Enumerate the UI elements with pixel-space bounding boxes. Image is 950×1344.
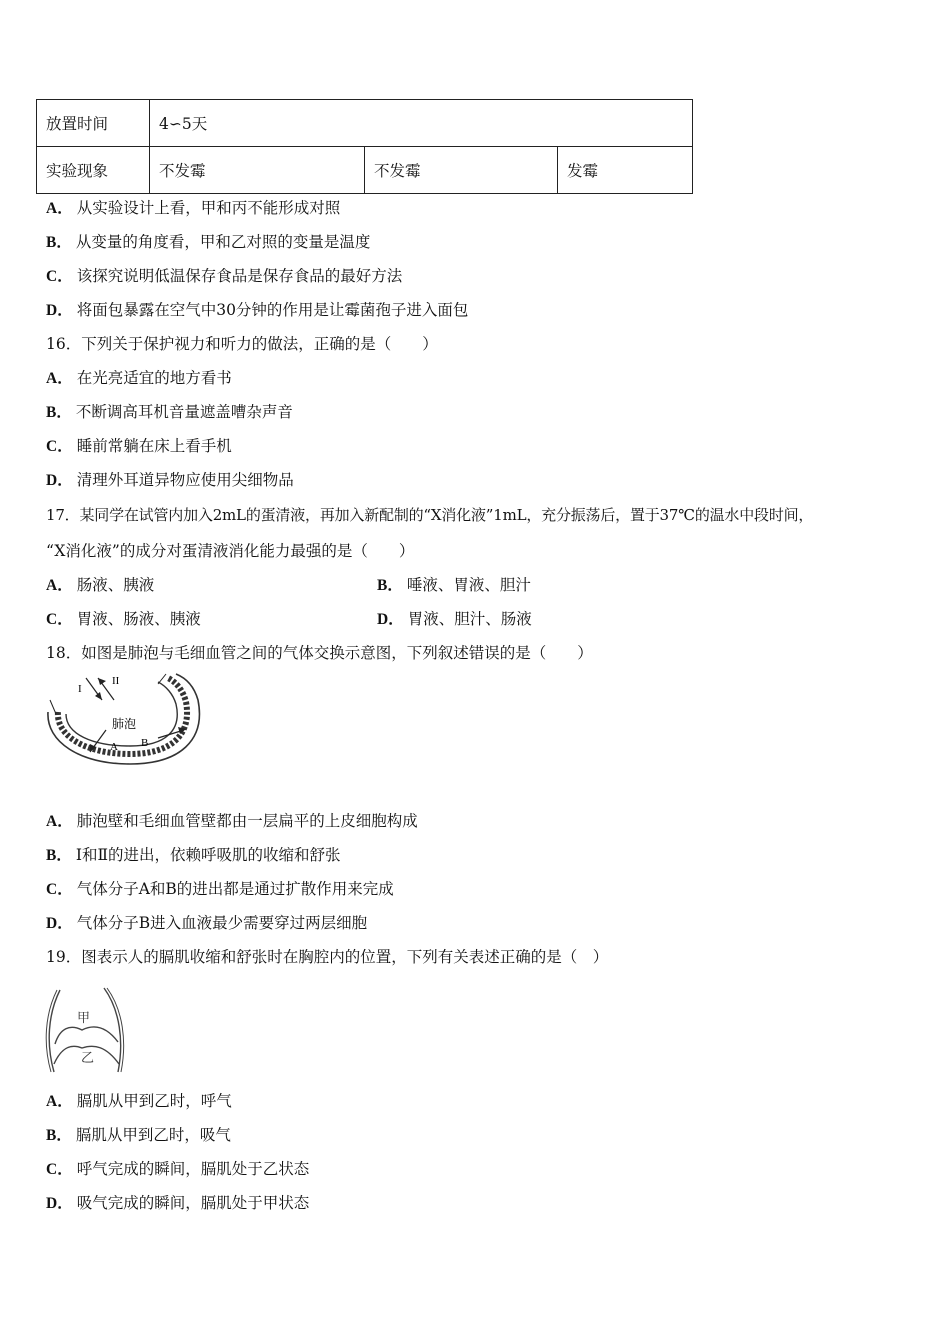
option-letter: C．	[46, 438, 73, 455]
option-text: 唾液、胃液、胆汁	[406, 576, 531, 594]
option-letter: C．	[46, 881, 73, 898]
option-text: 呼气完成的瞬间，膈肌处于乙状态	[76, 1160, 310, 1178]
option-letter: D．	[46, 915, 73, 932]
option-letter: B．	[46, 847, 72, 864]
option-letter: D．	[46, 472, 73, 489]
q17-stem-line1: 17．某同学在试管内加入2mL的蛋清液，再加入新配制的“X消化液”1mL，充分振荡后，置于37℃的温水中段时间，	[46, 506, 814, 524]
option-letter: D．	[46, 302, 73, 319]
option-letter: A．	[46, 813, 73, 830]
alveolus-capillary-figure	[40, 672, 210, 772]
q16-option-b	[46, 402, 293, 423]
chest-wall-left	[49, 990, 60, 1072]
option-text: 从实验设计上看，甲和丙不能形成对照	[76, 199, 341, 217]
option-text: 气体分子B进入血液最少需要穿过两层细胞	[76, 914, 368, 932]
q15-option-a	[46, 198, 340, 219]
q17-option-b	[377, 575, 531, 596]
option-text: 从变量的角度看，甲和乙对照的变量是温度	[75, 233, 371, 251]
experiment-table	[36, 99, 693, 194]
option-letter: B．	[46, 234, 72, 251]
q19-stem: 19．图表示人的膈肌收缩和舒张时在胸腔内的位置，下列有关表述正确的是（ ）	[46, 948, 609, 966]
option-letter: B．	[46, 1127, 72, 1144]
q18-stem: 18．如图是肺泡与毛细血管之间的气体交换示意图，下列叙述错误的是（ ）	[46, 644, 593, 662]
option-letter: A．	[46, 1093, 73, 1110]
diaphragm-figure	[44, 984, 134, 1076]
option-text: 肺泡壁和毛细血管壁都由一层扁平的上皮细胞构成	[76, 812, 418, 830]
q16-option-d	[46, 470, 294, 491]
q16-option-c	[46, 436, 232, 457]
label-B: B	[141, 737, 149, 749]
option-text: 该探究说明低温保存食品是保存食品的最好方法	[76, 267, 403, 285]
option-text: 气体分子A和B的进出都是通过扩散作用来完成	[76, 880, 394, 898]
q17-option-d	[377, 609, 532, 630]
option-letter: C．	[46, 611, 73, 628]
option-text: 将面包暴露在空气中30分钟的作用是让霉菌孢子进入面包	[76, 301, 469, 319]
table-row	[37, 100, 693, 147]
label-yi: 乙	[81, 1051, 95, 1066]
q19-option-b	[46, 1125, 231, 1146]
q19-option-d	[46, 1193, 309, 1214]
table-cell-label: 放置时间	[37, 100, 150, 147]
q19-option-a	[46, 1091, 232, 1112]
option-text: 清理外耳道异物应使用尖细物品	[76, 471, 294, 489]
flow-arrow-right	[158, 674, 166, 684]
q15-option-d	[46, 300, 468, 321]
label-A: A	[110, 741, 118, 753]
q18-option-d	[46, 913, 367, 934]
label-jia: 甲	[77, 1011, 91, 1026]
q18-option-a	[46, 811, 418, 832]
q17-option-a	[46, 575, 154, 596]
option-text: 吸气完成的瞬间，膈肌处于甲状态	[76, 1194, 310, 1212]
option-text: 肠液、胰液	[76, 576, 155, 594]
table-cell-value: 不发霉	[150, 147, 365, 194]
arrowhead-I	[95, 692, 102, 700]
q15-option-b	[46, 232, 370, 253]
option-letter: A．	[46, 200, 73, 217]
option-text: 在光亮适宜的地方看书	[76, 369, 232, 387]
label-II: II	[112, 675, 120, 687]
option-text: 膈肌从甲到乙时，吸气	[75, 1126, 231, 1144]
option-text: 不断调高耳机音量遮盖嘈杂声音	[75, 403, 293, 421]
table-cell-value: 4∽5天	[150, 100, 693, 147]
table-row	[37, 147, 693, 194]
label-I: I	[78, 683, 82, 695]
option-letter: A．	[46, 370, 73, 387]
option-text: 睡前常躺在床上看手机	[76, 437, 232, 455]
diaphragm-jia	[55, 1027, 118, 1044]
q16-option-a	[46, 368, 232, 389]
table-cell-label: 实验现象	[37, 147, 150, 194]
option-letter: C．	[46, 1161, 73, 1178]
option-text: 胃液、肠液、胰液	[76, 610, 201, 628]
option-letter: D．	[377, 611, 404, 628]
q18-option-b	[46, 845, 341, 866]
q16-stem: 16．下列关于保护视力和听力的做法，正确的是（ ）	[46, 335, 438, 353]
q17-stem-line2: “X消化液”的成分对蛋清液消化能力最强的是（ ）	[46, 542, 415, 560]
option-letter: A．	[46, 577, 73, 594]
option-text: 膈肌从甲到乙时，呼气	[76, 1092, 232, 1110]
option-letter: C．	[46, 268, 73, 285]
q19-option-c	[46, 1159, 309, 1180]
option-letter: B．	[46, 404, 72, 421]
table-cell-value: 不发霉	[365, 147, 558, 194]
label-alveolus: 肺泡	[112, 717, 137, 731]
option-text: Ⅰ和Ⅱ的进出，依赖呼吸肌的收缩和舒张	[75, 846, 341, 864]
q17-option-c	[46, 609, 201, 630]
q18-option-c	[46, 879, 394, 900]
option-text: 胃液、胆汁、肠液	[407, 610, 532, 628]
flow-arrow-left	[50, 700, 56, 714]
option-letter: D．	[46, 1195, 73, 1212]
alveolus-wall	[66, 682, 177, 746]
option-letter: B．	[377, 577, 403, 594]
q15-option-c	[46, 266, 402, 287]
table-cell-value: 发霉	[558, 147, 693, 194]
